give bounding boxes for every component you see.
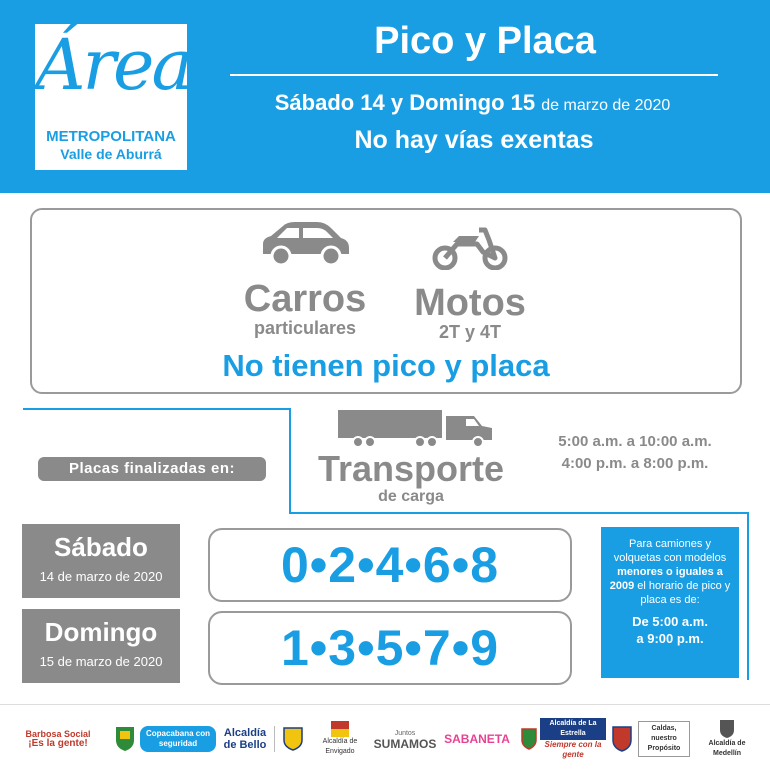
la-estrella-logo <box>540 718 606 760</box>
motos-group <box>400 222 540 343</box>
digits-sunday: 1•3•5•7•9 <box>208 611 572 685</box>
cars-subtitle: particulares <box>253 318 357 338</box>
title-divider <box>230 74 718 76</box>
sabaneta-text: SABANETA <box>444 732 510 746</box>
truck-icon <box>336 406 496 448</box>
note-text: el horario de pico y placa es de: <box>637 580 731 606</box>
day-name: Sábado <box>54 532 148 562</box>
note-time-start: De 5:00 a.m. <box>632 614 708 629</box>
connector-line <box>289 512 749 514</box>
note-text: Para camiones y volquetas con modelos <box>613 538 727 564</box>
connector-line <box>747 512 749 680</box>
car-icon <box>257 220 353 266</box>
caldas-text: Caldas, nuestro Propósito <box>638 721 690 757</box>
estrella-line1: Alcaldía de La Estrella <box>540 718 606 740</box>
day-name: Domingo <box>44 617 158 647</box>
page-title: Pico y Placa <box>374 20 596 62</box>
barbosa-line2: ¡Es la gente! <box>28 738 88 749</box>
transporte-subtitle: de carga <box>378 488 444 505</box>
connector-line <box>289 408 291 514</box>
copacabana-text: Copacabana con seguridad <box>140 726 216 752</box>
digits-saturday: 0•2•4•6•8 <box>208 528 572 602</box>
hours-evening: 4:00 p.m. a 8:00 p.m. <box>561 455 709 472</box>
truck-note-box <box>601 527 739 678</box>
caldas-shield-icon <box>610 718 634 760</box>
motos-title: Motos <box>414 282 526 324</box>
note-time-end: a 9:00 p.m. <box>636 631 704 646</box>
sumamos-top: Juntos <box>394 730 416 737</box>
bello-line2: de Bello <box>223 739 267 751</box>
logo-line1: METROPOLITANA <box>46 128 176 145</box>
no-pico-message: No tienen pico y placa <box>222 348 550 383</box>
day-date: 15 de marzo de 2020 <box>39 654 163 669</box>
note-bold: menores o iguales a 2009 <box>609 566 723 592</box>
date-bold: Sábado 14 y Domingo 15 <box>274 90 536 115</box>
motos-subtitle: 2T y 4T <box>438 322 502 342</box>
sponsor-logos <box>14 718 760 760</box>
medellin-text: Alcaldía de Medellín <box>708 740 746 757</box>
la-estrella-shield-icon <box>520 718 538 760</box>
bello-line1: Alcaldía <box>223 727 267 739</box>
sabaneta-logo <box>442 718 512 760</box>
envigado-flag-icon <box>331 721 349 737</box>
barbosa-line1: Barbosa Social <box>25 729 91 739</box>
estrella-line2: Siempre con la gente <box>544 740 602 759</box>
envigado-text: Alcaldía de Envigado <box>322 738 358 755</box>
hours-morning: 5:00 a.m. a 10:00 a.m. <box>558 433 712 450</box>
date-rest: de marzo de 2020 <box>541 97 671 114</box>
sumamos-text: SUMAMOS <box>373 737 437 751</box>
cars-group <box>230 220 380 339</box>
footer-separator <box>274 726 275 752</box>
medellin-logo <box>694 718 760 760</box>
day-box-sunday <box>22 609 180 683</box>
medellin-shield-icon <box>719 719 735 739</box>
exempt-vehicles-box <box>30 208 742 394</box>
barbosa-logo <box>14 718 102 760</box>
connector-line <box>23 408 291 410</box>
exempt-notice: No hay vías exentas <box>354 126 594 154</box>
date-line <box>200 90 745 116</box>
logo-line2: Valle de Aburrá <box>60 146 162 162</box>
placas-label: Placas finalizadas en: <box>38 457 266 481</box>
girardota-shield-icon <box>280 718 306 760</box>
copacabana-shield-icon <box>112 718 138 760</box>
envigado-logo <box>310 718 370 760</box>
day-date: 14 de marzo de 2020 <box>39 569 163 584</box>
note-times <box>607 613 733 647</box>
day-box-saturday <box>22 524 180 598</box>
motorcycle-icon <box>431 222 509 270</box>
transporte-title: Transporte <box>317 448 505 489</box>
area-metropolitana-logo <box>35 24 191 170</box>
itagui-sumamos-logo <box>372 718 438 760</box>
logo-script: Área <box>35 24 191 106</box>
copacabana-logo <box>140 718 216 760</box>
cars-title: Carros <box>243 278 367 320</box>
caldas-logo <box>638 718 690 760</box>
footer-divider <box>0 704 770 705</box>
transporte-hours <box>515 431 755 475</box>
bello-logo <box>220 718 270 760</box>
header-banner <box>0 0 770 193</box>
